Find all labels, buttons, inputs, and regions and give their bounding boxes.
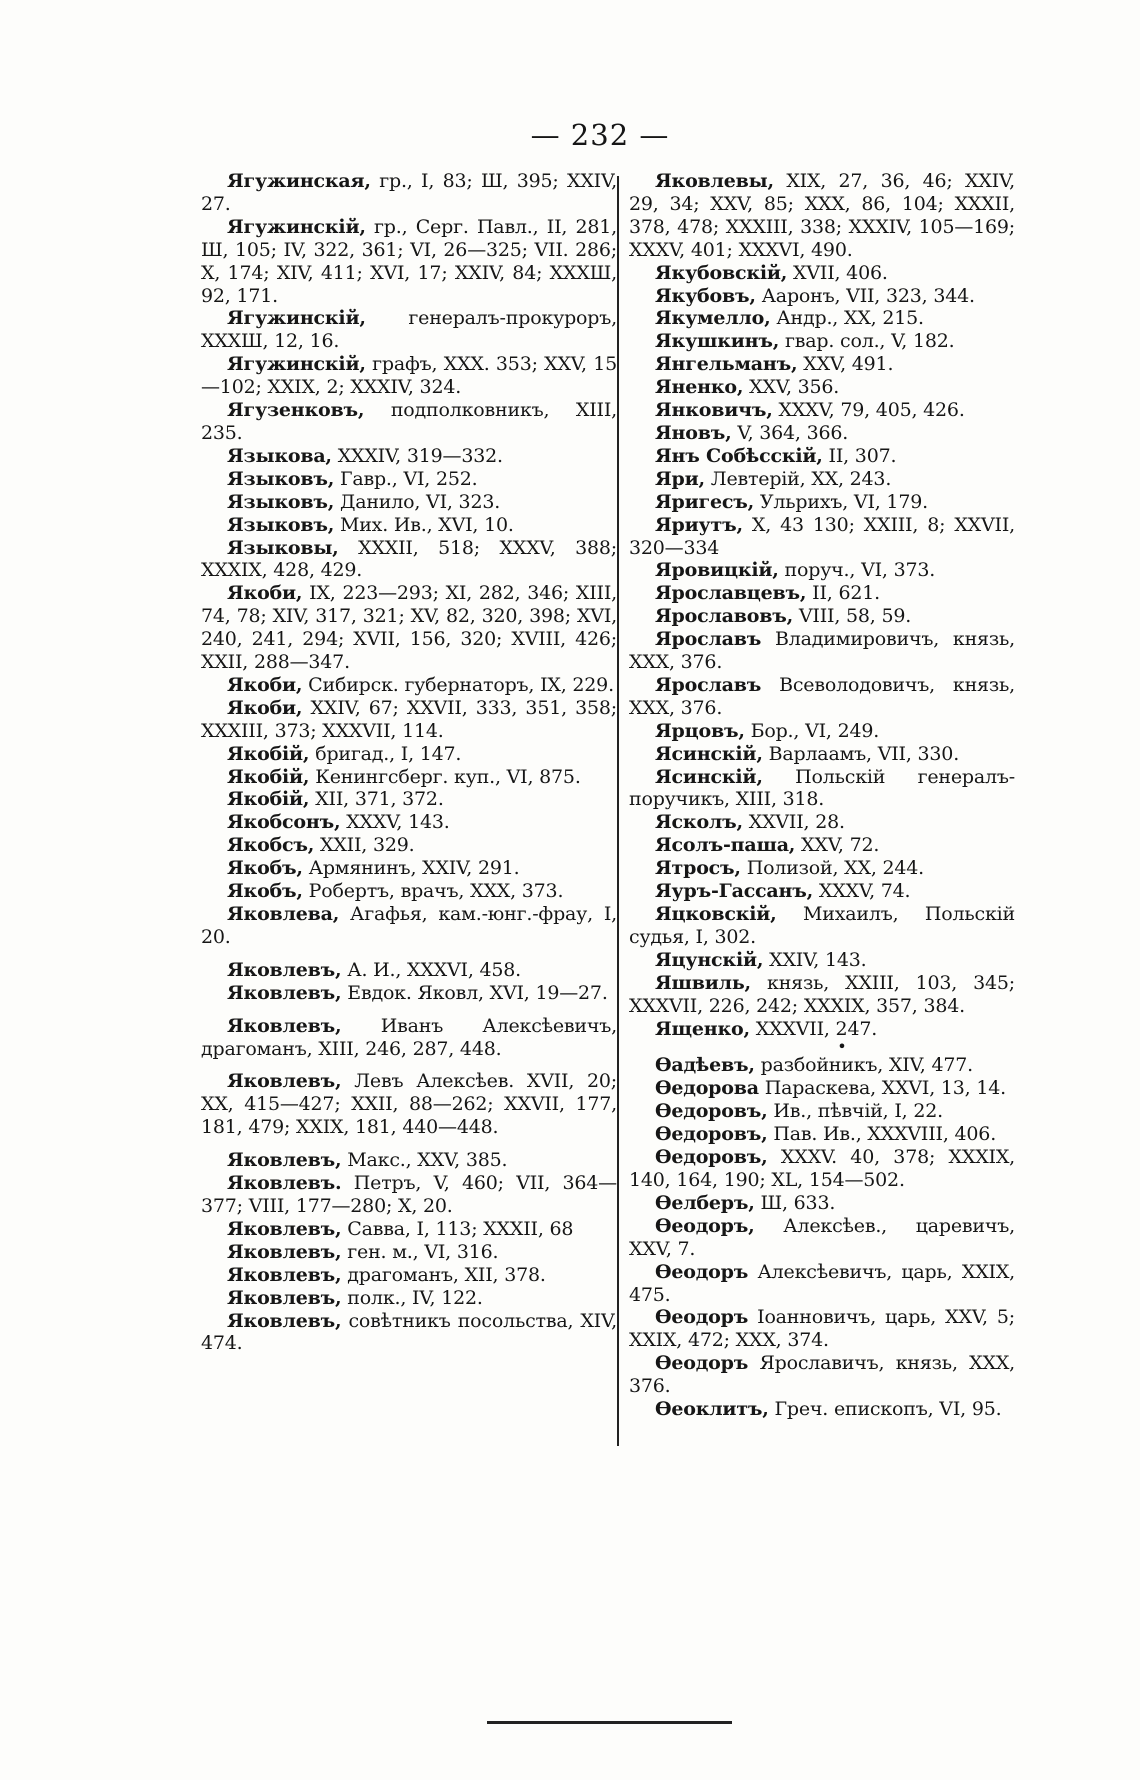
entry-references: совѣтникъ посольства, XIV, 474. [201, 1309, 617, 1355]
entry-references: Армянинъ, XXIV, 291. [302, 857, 520, 880]
entry-references: Сибирск. губернаторъ, IX, 229. [302, 673, 614, 696]
entry-references: Параскева, XXVI, 13, 14. [758, 1077, 1006, 1100]
entry-name: Ярославовъ, [655, 605, 794, 628]
entry-name: Ѳедорова [655, 1077, 759, 1100]
index-entry [201, 1241, 617, 1264]
index-entry [201, 903, 617, 949]
entry-name: Яровицкій, [655, 559, 779, 582]
index-entry [629, 857, 1015, 880]
entry-references: Греч. епископъ, VI, 95. [768, 1398, 1002, 1421]
index-entry [629, 1123, 1015, 1146]
section-separator: • [837, 1037, 847, 1057]
index-entry [629, 903, 1015, 949]
index-entry [201, 353, 617, 399]
index-entry [201, 399, 617, 445]
index-entry [201, 1218, 617, 1241]
entry-references: Евдок. Яковл, XVI, 19—27. [341, 981, 608, 1004]
entry-name: Якумелло, [655, 307, 771, 330]
index-entry [201, 857, 617, 880]
index-entry [629, 1261, 1015, 1307]
entry-references: XXXVII, 247. [749, 1017, 878, 1040]
index-entry [629, 628, 1015, 674]
entry-references: графъ, XXX. 353; XXV, 15—102; XXIX, 2; XXXIV, 324. [201, 353, 617, 399]
entry-name: Ясолъ-паша, [655, 834, 796, 857]
index-entry [201, 834, 617, 857]
entry-name: Якоби, [227, 673, 303, 696]
index-entry [629, 468, 1015, 491]
entry-name: Языкова, [227, 444, 332, 467]
entry-name: Яковлева, [227, 903, 340, 925]
index-entry [629, 1077, 1015, 1100]
entry-references: Левъ Алексѣев. XVII, 20; XX, 415—427; XXII, 88—262; XXVII, 177, 181, 479; XXIX, 181, 440—448. [201, 1070, 617, 1139]
entry-references: II, 621. [806, 582, 880, 605]
index-entry [201, 514, 617, 537]
index-entry [629, 514, 1015, 560]
entry-references: V, 364, 366. [731, 421, 849, 444]
entry-name: Ѳедоровъ, [655, 1123, 768, 1146]
entry-name: Ятросъ, [655, 857, 741, 880]
index-entry [201, 1264, 617, 1287]
index-entry [629, 674, 1015, 720]
entry-references: Владимировичъ, князь, XXX, 376. [629, 628, 1015, 674]
index-entry [629, 1398, 1015, 1421]
entry-references: XXXV. 40, 378; XXXIX, 140, 164, 190; XL, 154—502. [629, 1146, 1015, 1191]
entry-references: XXVII, 28. [742, 811, 845, 834]
entry-references: XXXIV, 319—332. [331, 444, 503, 467]
entry-name: Ѳелберъ, [655, 1191, 755, 1214]
entry-references: поруч., VI, 373. [778, 559, 936, 582]
entry-references: XXXV, 74. [813, 880, 911, 903]
index-entry [201, 982, 617, 1005]
index-entry [629, 605, 1015, 628]
entry-references: II, 307. [822, 444, 897, 467]
entry-name: Якобій, [227, 765, 310, 788]
entry-name: Яковлевъ, [227, 1309, 342, 1332]
index-entry [629, 1054, 1015, 1077]
entry-name: Яковлевъ, [227, 1014, 342, 1037]
entry-name: Яцунскій, [655, 948, 764, 971]
entry-references: гр., Серг. Павл., II, 281, Ш, 105; IV, 322, 361; VI, 26—325; VII. 286; X, 174; XIV, 411; XVI, 17; XXIV, 84; XXXШ, 92, 171. [201, 215, 617, 307]
entry-name: Яриутъ, [655, 513, 743, 536]
entry-references: Михаилъ, Польскій судья, I, 302. [629, 903, 1015, 948]
index-entry [201, 743, 617, 766]
entry-name: Ярославъ [655, 628, 762, 651]
index-entry [629, 330, 1015, 353]
entry-name: Яковлевъ, [227, 1070, 342, 1093]
entry-references: Варлаамъ, VII, 330. [762, 742, 960, 765]
entry-name: Ѳедоровъ, [655, 1100, 768, 1123]
entry-references: Ш, 633. [754, 1191, 836, 1214]
entry-references: полк., IV, 122. [341, 1286, 483, 1309]
entry-references: Робертъ, врачъ, XXX, 373. [302, 880, 564, 903]
entry-references: А. И., XXXVI, 458. [341, 958, 522, 981]
entry-name: Якоби, [227, 582, 303, 605]
entry-references: XVII, 406. [787, 261, 888, 284]
entry-name: Якобъ, [227, 880, 303, 903]
entry-name: Яковлевъ, [227, 1217, 342, 1240]
index-entry [201, 582, 617, 674]
index-entry [629, 376, 1015, 399]
entry-references: XXXV, 79, 405, 426. [772, 399, 965, 422]
entry-name: Ященко, [655, 1017, 750, 1040]
index-entry [201, 216, 617, 308]
entry-name: Яковлевъ, [227, 958, 342, 981]
index-entry [201, 1070, 617, 1139]
index-entry [629, 834, 1015, 857]
entry-name: Ѳеодоръ, [655, 1214, 755, 1237]
entry-name: Ярославцевъ, [655, 582, 807, 605]
entry-references: XII, 371, 372. [309, 788, 444, 811]
index-entry [201, 880, 617, 903]
entry-name: Якобсонъ, [227, 811, 341, 834]
entry-name: Яковлевъ, [227, 1240, 342, 1263]
index-entry [201, 788, 617, 811]
entry-references: XXV, 356. [743, 376, 840, 399]
entry-references: драгоманъ, XII, 378. [341, 1263, 546, 1286]
entry-references: VIII, 58, 59. [793, 605, 912, 628]
entry-references: XXV, 72. [795, 834, 880, 857]
entry-name: Яновъ, [655, 421, 732, 444]
column-divider [617, 176, 619, 1446]
entry-name: Яковлевъ, [227, 1286, 342, 1309]
index-entry [201, 766, 617, 789]
entry-references: Всеволодовичъ, князь, XXX, 376. [629, 673, 1015, 719]
entry-name: Яуръ-Гассанъ, [655, 880, 814, 903]
index-entry [201, 491, 617, 514]
entry-references: Иванъ Алексѣевичъ, драгоманъ, XIII, 246, 287, 448. [201, 1014, 617, 1060]
entry-name: Языковъ, [227, 490, 335, 513]
index-entry [201, 697, 617, 743]
entry-references: XXV, 491. [797, 353, 894, 376]
entry-references: Алексѣевичъ, царь, XXIX, 475. [629, 1260, 1015, 1306]
entry-name: Ягужинскій, [227, 307, 366, 330]
entry-references: Іоанновичъ, царь, XXV, 5; XXIX, 472; XXX, 374. [629, 1306, 1015, 1352]
index-entry [201, 674, 617, 697]
entry-references: ген. м., VI, 316. [341, 1240, 499, 1263]
index-entry [629, 307, 1015, 330]
index-entry [201, 537, 617, 583]
entry-name: Яковлевъ. [227, 1172, 342, 1195]
index-entry [629, 1352, 1015, 1398]
entry-name: Ярославъ [655, 673, 762, 696]
index-entry [629, 1306, 1015, 1352]
index-entry [629, 491, 1015, 514]
entry-name: Якубовъ, [655, 284, 756, 307]
entry-name: Яковлевы, [655, 170, 774, 192]
entry-name: Языковы, [227, 536, 339, 559]
index-entry [629, 1100, 1015, 1123]
index-entry [201, 959, 617, 982]
entry-name: Янковичъ, [655, 399, 773, 422]
entry-name: Ярцовъ, [655, 719, 745, 742]
entry-references: X, 43 130; XXIII, 8; XXVII, 320—334 [629, 513, 1015, 559]
entry-name: Ѳедоровъ, [655, 1146, 768, 1169]
bottom-rule [487, 1721, 732, 1724]
index-entry [629, 1146, 1015, 1192]
index-entry [629, 422, 1015, 445]
index-entry [201, 1172, 617, 1218]
entry-name: Языковъ, [227, 513, 335, 536]
entry-name: Яненко, [655, 376, 744, 399]
entry-references: Полизой, XX, 244. [740, 857, 925, 880]
entry-name: Якобсъ, [227, 834, 315, 857]
index-entry [629, 1018, 1015, 1041]
entry-name: Янгельманъ, [655, 353, 798, 376]
entry-name: Ягужинская, [227, 170, 371, 192]
entry-name: Ѳеодоръ [655, 1306, 749, 1329]
index-entry [201, 1149, 617, 1172]
entry-references: XXXV, 143. [340, 811, 450, 834]
entry-references: Пав. Ив., XXXVIII, 406. [767, 1123, 997, 1146]
entry-name: Яшвиль, [655, 971, 751, 994]
entry-name: Якобій, [227, 788, 310, 811]
entry-name: Языковъ, [227, 467, 335, 490]
entry-name: Ясинскій, [655, 742, 763, 765]
index-entry [629, 285, 1015, 308]
entry-references: XXIV, 67; XXVII, 333, 351, 358; XXXIII, 373; XXXVII, 114. [201, 696, 617, 742]
index-entry [629, 399, 1015, 422]
entry-references: подполковникъ, XIII, 235. [201, 399, 617, 444]
entry-references: Мих. Ив., XVI, 10. [334, 513, 514, 536]
entry-references: Андр., XX, 215. [770, 307, 924, 330]
entry-name: Яковлевъ, [227, 1149, 342, 1172]
index-entry [629, 353, 1015, 376]
entry-name: Ягужинскій, [227, 215, 366, 238]
index-entry [629, 880, 1015, 903]
entry-references: Кенингсберг. куп., VI, 875. [309, 765, 581, 788]
entry-name: Ясколъ, [655, 811, 743, 834]
entry-name: Ягузенковъ, [227, 399, 365, 422]
entry-references: гр., I, 83; Ш, 395; XXIV, 27. [201, 170, 617, 215]
entry-references: Гавр., VI, 252. [334, 467, 478, 490]
index-entry [629, 170, 1015, 262]
entry-name: Ѳадѣевъ, [655, 1054, 755, 1077]
entry-references: Ярославичъ, князь, XXX, 376. [629, 1352, 1015, 1398]
index-entry [201, 1015, 617, 1061]
index-entry [629, 972, 1015, 1018]
index-entry [201, 307, 617, 353]
index-entry [201, 1310, 617, 1356]
index-entry [201, 445, 617, 468]
entry-references: XIX, 27, 36, 46; XXIV, 29, 34; XXV, 85; XXX, 86, 104; XXXII, 378, 478; XXXIII, 338; XXXIV, 105—169; XXXV, 401; XXXVI, 490. [629, 170, 1015, 261]
entry-name: Янъ Собѣсскій, [655, 444, 823, 467]
entry-references: генералъ-прокуроръ, XXXШ, 12, 16. [201, 307, 617, 353]
index-entry [201, 811, 617, 834]
index-entry [201, 1287, 617, 1310]
index-entry [629, 720, 1015, 743]
entry-references: Ульрихъ, VI, 179. [754, 490, 928, 513]
entry-name: Яковлевъ, [227, 1263, 342, 1286]
entry-references: XXXII, 518; XXXV, 388; XXXIX, 428, 429. [201, 536, 617, 582]
entry-name: Якобій, [227, 742, 310, 765]
entry-name: Яковлевъ, [227, 981, 342, 1004]
index-entry [629, 949, 1015, 972]
entry-references: разбойникъ, XIV, 477. [754, 1054, 973, 1077]
entry-references: бригад., I, 147. [309, 742, 462, 765]
entry-name: Ѳеодоръ [655, 1352, 749, 1375]
entry-name: Ягужинскій, [227, 353, 366, 376]
entry-name: Якубовскій, [655, 261, 788, 284]
index-entry [629, 445, 1015, 468]
entry-references: Алексѣев., царевичъ, XXV, 7. [629, 1214, 1015, 1260]
entry-references: Польскій генералъ-поручикъ, XIII, 318. [629, 765, 1015, 811]
entry-references: Ааронъ, VII, 323, 344. [755, 284, 975, 307]
entry-name: Яцковскій, [655, 903, 777, 925]
entry-name: Якобъ, [227, 857, 303, 880]
entry-name: Яри, [655, 467, 705, 490]
entry-name: Якушкинъ, [655, 330, 780, 353]
index-entry [629, 766, 1015, 812]
entry-name: Ѳеоклитъ, [655, 1398, 769, 1421]
index-entry [201, 170, 617, 216]
entry-references: IX, 223—293; XI, 282, 346; XIII, 74, 78; XIV, 317, 321; XV, 82, 320, 398; XVI, 240, 241, 294; XVII, 156, 320; XVIII, 426; XXII, 288—347. [201, 582, 617, 674]
entry-references: Агафья, кам.-юнг.-фрау, I, 20. [201, 903, 617, 948]
entry-name: Ѳеодоръ [655, 1260, 749, 1283]
entry-references: Бор., VI, 249. [744, 719, 880, 742]
entry-references: Макс., XXV, 385. [341, 1149, 508, 1172]
entry-name: Якоби, [227, 696, 303, 719]
entry-references: XXIV, 143. [763, 948, 867, 971]
left-column [201, 170, 617, 1355]
right-column [629, 170, 1015, 1421]
entry-references: Ив., пѣвчій, I, 22. [767, 1100, 943, 1123]
index-entry [201, 468, 617, 491]
entry-name: Ясинскій, [655, 765, 763, 788]
index-entry [629, 1215, 1015, 1261]
page-number: — 232 — [530, 118, 670, 152]
index-entry [629, 1192, 1015, 1215]
index-entry [629, 262, 1015, 285]
entry-references: Савва, I, 113; XXXII, 68 [341, 1217, 574, 1240]
index-entry [629, 811, 1015, 834]
entry-references: Данило, VI, 323. [334, 490, 501, 513]
index-entry [629, 582, 1015, 605]
entry-name: Яригесъ, [655, 490, 755, 513]
index-entry [629, 559, 1015, 582]
index-entry [629, 743, 1015, 766]
entry-references: XXII, 329. [314, 834, 415, 857]
entry-references: гвар. сол., V, 182. [779, 330, 955, 353]
entry-references: Петръ, V, 460; VII, 364—377; VIII, 177—280; X, 20. [201, 1172, 617, 1217]
entry-references: Левтерій, XX, 243. [704, 467, 892, 490]
entry-references: князь, XXIII, 103, 345; XXXVII, 226, 242; XXXIX, 357, 384. [629, 971, 1015, 1017]
